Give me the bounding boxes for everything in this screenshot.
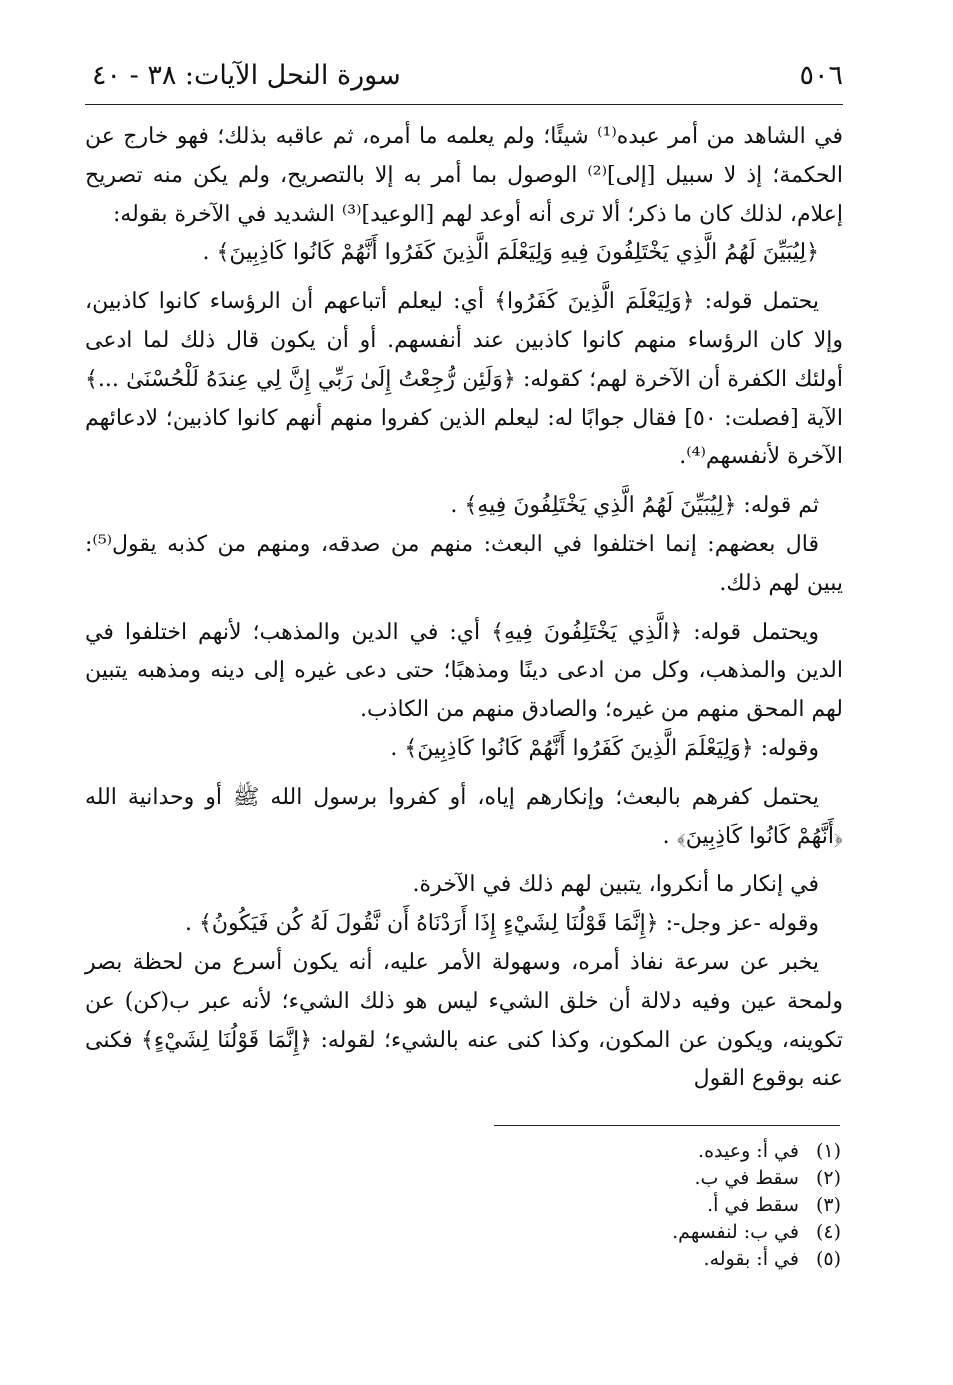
footnote-item	[421, 1138, 841, 1165]
paragraph: يحتمل قوله: ﴿وَلِيَعْلَمَ الَّذِينَ كَفَرُوا﴾ أي: ليعلم أتباعهم أن الرؤساء كانوا كاذبين، وإلا كان الرؤساء منهم كانوا كاذبين عند أنفسهم. أو أن يكون قال ذلك لما ادعى أولئك الكفرة أن الآخرة لهم؛ كقوله: ﴿وَلَئِن رُّجِعْتُ إِلَىٰ رَبِّي إِنَّ لِي عِندَهُ لَلْحُسْنَىٰ ...﴾ الآية [فصلت: ٥٠] فقال جوابًا له: ليعلم الذين كفروا منهم أنهم كانوا كاذبين؛ لادعائهم الآخرة لأنفسهم⁽⁴⁾.	[85, 289, 843, 470]
header-divider	[85, 104, 843, 105]
footnote-text: في أ: بقوله.	[703, 1248, 799, 1270]
main-text	[85, 118, 843, 1099]
quran-verse-line: ﴿لِيُبَيِّنَ لَهُمُ الَّذِي يَخْتَلِفُونَ فِيهِ وَلِيَعْلَمَ الَّذِينَ كَفَرُوا أَنَّهُمْ كَانُوا كَاذِبِينَ﴾ .	[202, 240, 819, 266]
quran-verse-line: وقوله: ﴿وَلِيَعْلَمَ الَّذِينَ كَفَرُوا أَنَّهُمْ كَانُوا كَاذِبِينَ﴾ .	[390, 735, 819, 761]
footnote-number: (٢)	[815, 1167, 841, 1189]
footnote-item	[421, 1165, 841, 1192]
paragraph: في الشاهد من أمر عبده⁽¹⁾ شيئًا؛ ولم يعلمه ما أمره، ثم عاقبه بذلك؛ فهو خارج عن الحكمة؛ إذ لا سبيل [إلى]⁽²⁾ الوصول بما أمر به إلا بالتصريح، ولم يكن منه تصريح إعلام، لذلك كان ما ذكر؛ ألا ترى أنه أوعد لهم [الوعيد]⁽³⁾ الشديد في الآخرة بقوله:	[85, 124, 843, 227]
footnote-text: سقط في ب.	[694, 1167, 799, 1189]
footnote-item	[421, 1192, 841, 1219]
paragraph: ويحتمل قوله: ﴿الَّذِي يَخْتَلِفُونَ فِيهِ﴾ أي: في الدين والمذهب؛ لأنهم اختلفوا في الدين والمذهب، وكل من ادعى دينًا ومذهبًا؛ حتى دعى غيره إلى دينه ومذهبه يتبين لهم المحق منهم من غيره؛ والصادق منهم من الكاذب.	[85, 619, 843, 723]
footnote-number: (٣)	[815, 1194, 841, 1216]
paragraph: قال بعضهم: إنما اختلفوا في البعث: منهم من صدقه، ومنهم من كذبه يقول⁽⁵⁾: يبين لهم ذلك.	[85, 531, 843, 596]
running-header	[88, 52, 845, 102]
quran-verse-line: ثم قوله: ﴿لِيُبَيِّنَ لَهُمُ الَّذِي يَخْتَلِفُونَ فِيهِ﴾ .	[450, 493, 819, 519]
footnote-text: في أ: وعيده.	[698, 1140, 799, 1162]
footnote-number: (٤)	[815, 1221, 841, 1243]
footnote-item	[421, 1246, 841, 1273]
footnote-text: في ب: لنفسهم.	[672, 1221, 799, 1243]
paragraph: يخبر عن سرعة نفاذ أمره، وسهولة الأمر عليه، أنه يكون أسرع من لحظة بصر ولمحة عين وفيه دلالة أن خلق الشيء ليس هو ذلك الشيء؛ لأنه عبر ب(كن) عن تكوينه، ويكون عن المكون، وكذا كنى عنه بالشيء؛ لقوله: ﴿إِنَّمَا قَوْلُنَا لِشَيْءٍ﴾ فكنى عنه بوقوع القول	[85, 949, 843, 1092]
footnote-item	[421, 1219, 841, 1246]
quran-verse-line: وقوله -عز وجل-: ﴿إِنَّمَا قَوْلُنَا لِشَيْءٍ إِذَا أَرَدْنَاهُ أَن نَّقُولَ لَهُ كُن فَيَكُونُ﴾ .	[184, 911, 819, 937]
paragraph: في إنكار ما أنكروا، يتبين لهم ذلك في الآخرة.	[412, 872, 819, 898]
footnote-divider	[494, 1125, 840, 1126]
footnote-number: (١)	[815, 1140, 841, 1162]
footnotes	[421, 1138, 841, 1273]
footnote-number: (٥)	[815, 1248, 841, 1270]
page-number: ٥٠٦	[799, 60, 843, 91]
footnote-text: سقط في أ.	[707, 1194, 799, 1216]
running-title: سورة النحل الآيات: ٣٨ - ٤٠	[92, 60, 401, 91]
paragraph: يحتمل كفرهم بالبعث؛ وإنكارهم إياه، أو كفروا برسول الله ﷺ أو وحدانية الله ﴿أَنَّهُمْ كَانُوا كَاذِبِينَ﴾ .	[85, 784, 843, 849]
